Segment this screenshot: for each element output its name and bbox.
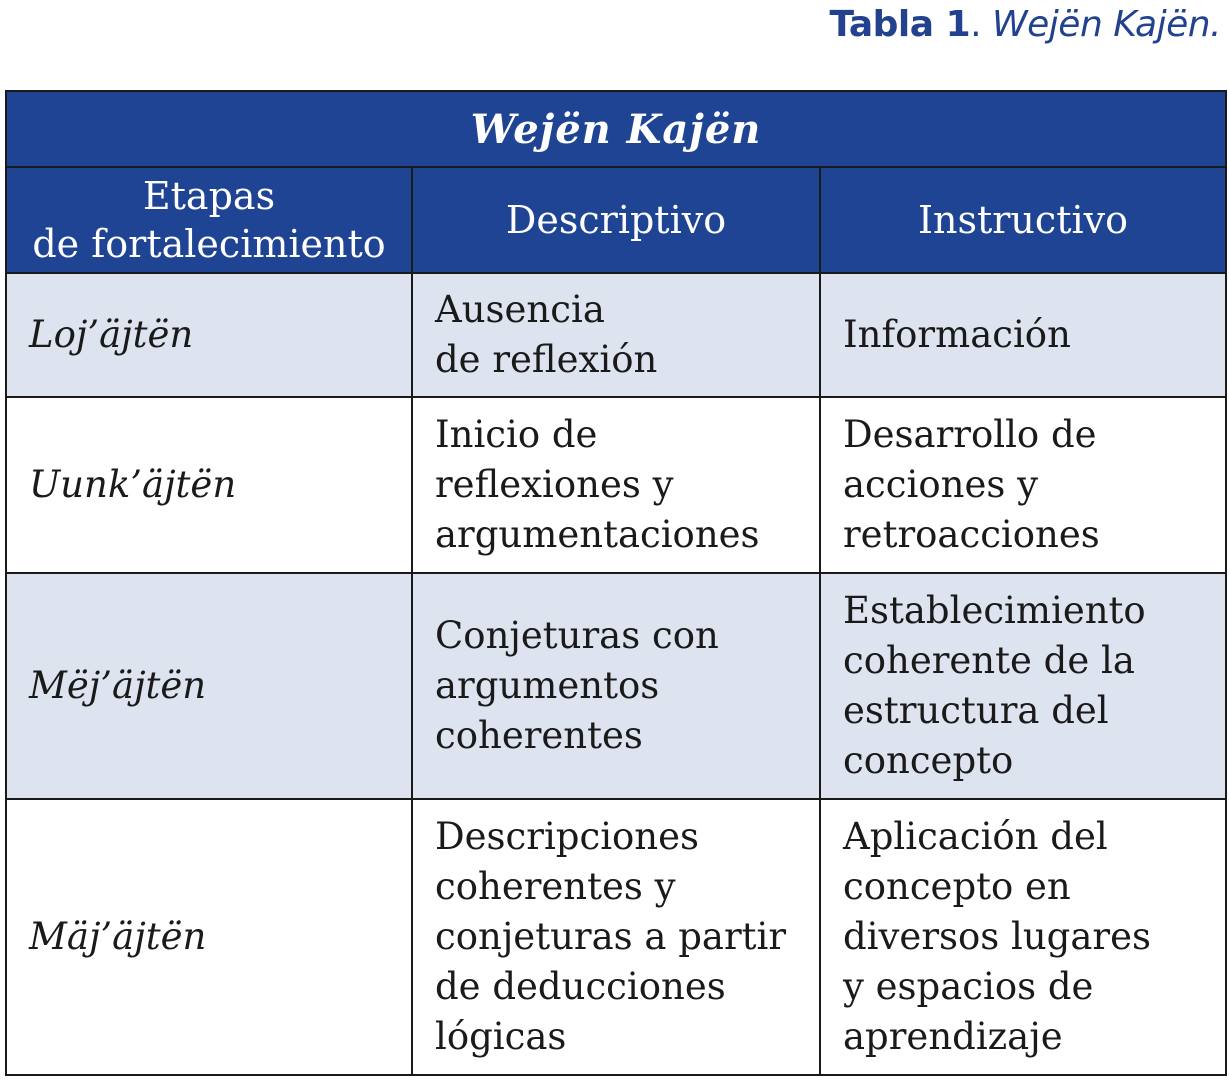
cell-line: estructura del: [843, 689, 1109, 732]
stage-cell: Mäj’äjtën: [6, 799, 412, 1075]
cell-line: argumentaciones: [435, 513, 760, 556]
header-stages: [6, 167, 412, 273]
wejen-kajen-table: [5, 90, 1227, 1076]
table-row: [6, 799, 1226, 1075]
descriptive-cell: [412, 397, 820, 573]
cell-line: coherentes: [435, 714, 643, 757]
cell-line: coherentes y: [435, 865, 676, 908]
descriptive-cell: [412, 573, 820, 799]
instructive-cell: [820, 273, 1226, 397]
cell-line: coherente de la: [843, 639, 1135, 682]
caption-label: Tabla 1: [829, 4, 971, 45]
cell-line: conjeturas a partir: [435, 915, 787, 958]
cell-line: acciones y: [843, 463, 1038, 506]
cell-line: y espacios de: [843, 965, 1094, 1008]
table-header-row: [6, 167, 1226, 273]
caption-title: Wejën Kajën.: [992, 4, 1221, 45]
cell-line: Ausencia: [435, 288, 605, 331]
cell-line: diversos lugares: [843, 915, 1151, 958]
table-title-row: [6, 91, 1226, 167]
cell-line: de reflexión: [435, 338, 658, 381]
cell-line: Aplicación del: [843, 815, 1108, 858]
stage-cell: Loj’äjtën: [6, 273, 412, 397]
table-row: [6, 573, 1226, 799]
instructive-cell: [820, 573, 1226, 799]
cell-line: de deducciones: [435, 965, 726, 1008]
cell-line: Inicio de: [435, 413, 598, 456]
stage-cell: Uunk’äjtën: [6, 397, 412, 573]
cell-line: Descripciones: [435, 815, 700, 858]
cell-line: argumentos: [435, 664, 660, 707]
cell-line: retroacciones: [843, 513, 1100, 556]
instructive-cell: [820, 397, 1226, 573]
cell-line: concepto en: [843, 865, 1071, 908]
caption-separator: .: [970, 4, 993, 45]
cell-line: lógicas: [435, 1015, 567, 1058]
instructive-cell: [820, 799, 1226, 1075]
cell-line: Conjeturas con: [435, 614, 719, 657]
cell-line: Desarrollo de: [843, 413, 1097, 456]
header-stages-line2: de fortalecimiento: [32, 222, 386, 266]
cell-line: concepto: [843, 739, 1014, 782]
table-row: [6, 397, 1226, 573]
table-caption: [829, 4, 1221, 45]
table-title: Wejën Kajën: [6, 91, 1226, 167]
cell-line: reflexiones y: [435, 463, 674, 506]
descriptive-cell: [412, 799, 820, 1075]
descriptive-cell: [412, 273, 820, 397]
header-instructive: Instructivo: [820, 167, 1226, 273]
cell-line: Establecimiento: [843, 589, 1146, 632]
table-row: [6, 273, 1226, 397]
header-stages-line1: Etapas: [142, 174, 276, 218]
stage-cell: Mëj’äjtën: [6, 573, 412, 799]
cell-line: aprendizaje: [843, 1015, 1063, 1058]
header-descriptive: Descriptivo: [412, 167, 820, 273]
cell-line: Información: [843, 313, 1071, 356]
